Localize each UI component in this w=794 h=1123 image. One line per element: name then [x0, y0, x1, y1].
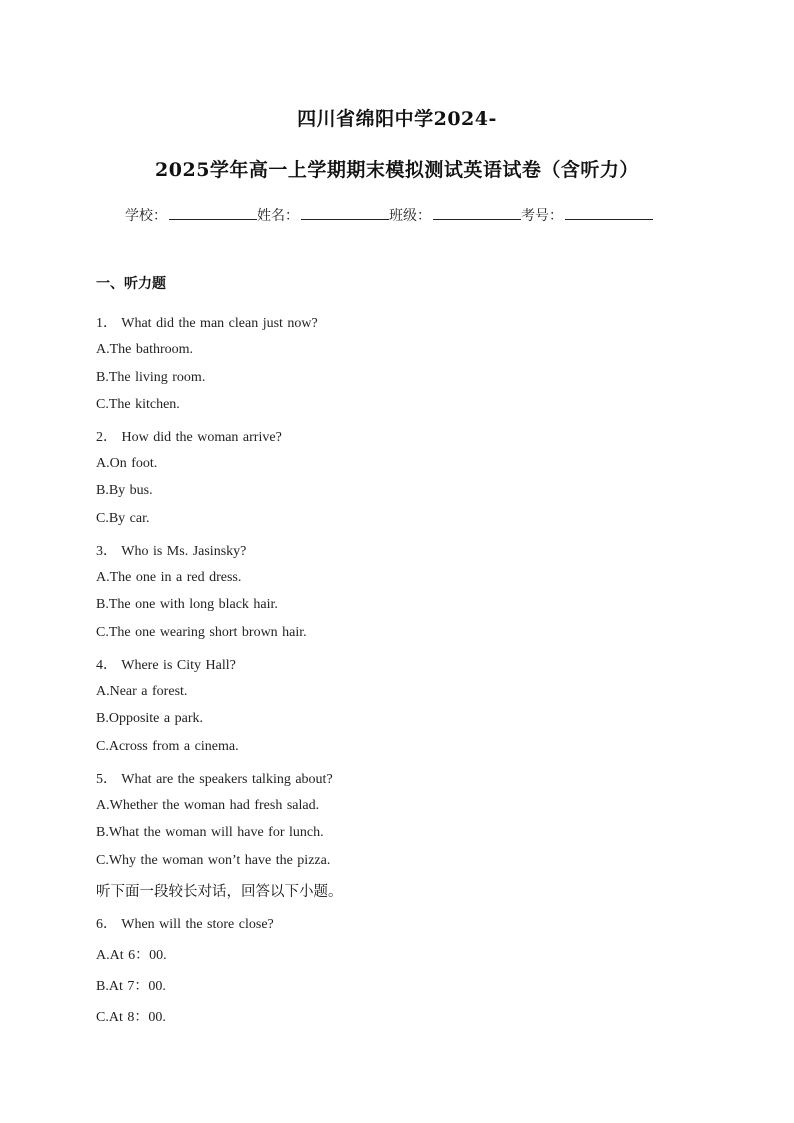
section-heading-listening: 一、听力题: [96, 276, 166, 292]
question-4-option-b: B.Opposite a park.: [96, 711, 203, 726]
school-blank[interactable]: [169, 205, 257, 220]
name-label: 姓名：: [257, 208, 299, 224]
question-1: 1． What did the man clean just now?: [96, 316, 318, 331]
question-5-option-b: B.What the woman will have for lunch.: [96, 825, 324, 840]
exam-number-blank[interactable]: [565, 205, 653, 220]
question-2: 2． How did the woman arrive?: [96, 430, 282, 445]
question-5-option-a: A.Whether the woman had fresh salad.: [96, 798, 320, 813]
question-3-option-b: B.The one with long black hair.: [96, 597, 278, 612]
question-6-option-c: C.At 8：00.: [96, 1010, 166, 1025]
question-3-option-c: C.The one wearing short brown hair.: [96, 625, 307, 640]
question-1-option-a: A.The bathroom.: [96, 342, 194, 357]
question-4-option-c: C.Across from a cinema.: [96, 739, 239, 754]
question-3: 3． Who is Ms. Jasinsky?: [96, 544, 247, 559]
student-info-row: [125, 205, 653, 225]
question-2-option-c: C.By car.: [96, 511, 150, 526]
question-4: 4． Where is City Hall?: [96, 658, 236, 673]
question-6-option-b: B.At 7：00.: [96, 979, 166, 994]
question-5: 5． What are the speakers talking about?: [96, 772, 333, 787]
question-2-option-b: B.By bus.: [96, 483, 153, 498]
question-6-option-a: A.At 6：00.: [96, 948, 167, 963]
question-1-option-b: B.The living room.: [96, 370, 206, 385]
listening-instruction: 听下面一段较长对话，回答以下小题。: [96, 884, 343, 900]
name-blank[interactable]: [301, 205, 389, 220]
exam-title-line-2: 2025学年高一上学期期末模拟测试英语试卷（含听力）: [155, 159, 639, 181]
question-4-option-a: A.Near a forest.: [96, 684, 188, 699]
school-label: 学校：: [125, 208, 167, 224]
question-6: 6． When will the store close?: [96, 917, 274, 932]
class-blank[interactable]: [433, 205, 521, 220]
question-3-option-a: A.The one in a red dress.: [96, 570, 242, 585]
class-label: 班级：: [389, 208, 431, 224]
question-2-option-a: A.On foot.: [96, 456, 158, 471]
exam-title-line-1: 四川省绵阳中学2024-: [297, 108, 497, 130]
question-1-option-c: C.The kitchen.: [96, 397, 180, 412]
exam-number-label: 考号：: [521, 208, 563, 224]
question-5-option-c: C.Why the woman won’t have the pizza.: [96, 853, 331, 868]
